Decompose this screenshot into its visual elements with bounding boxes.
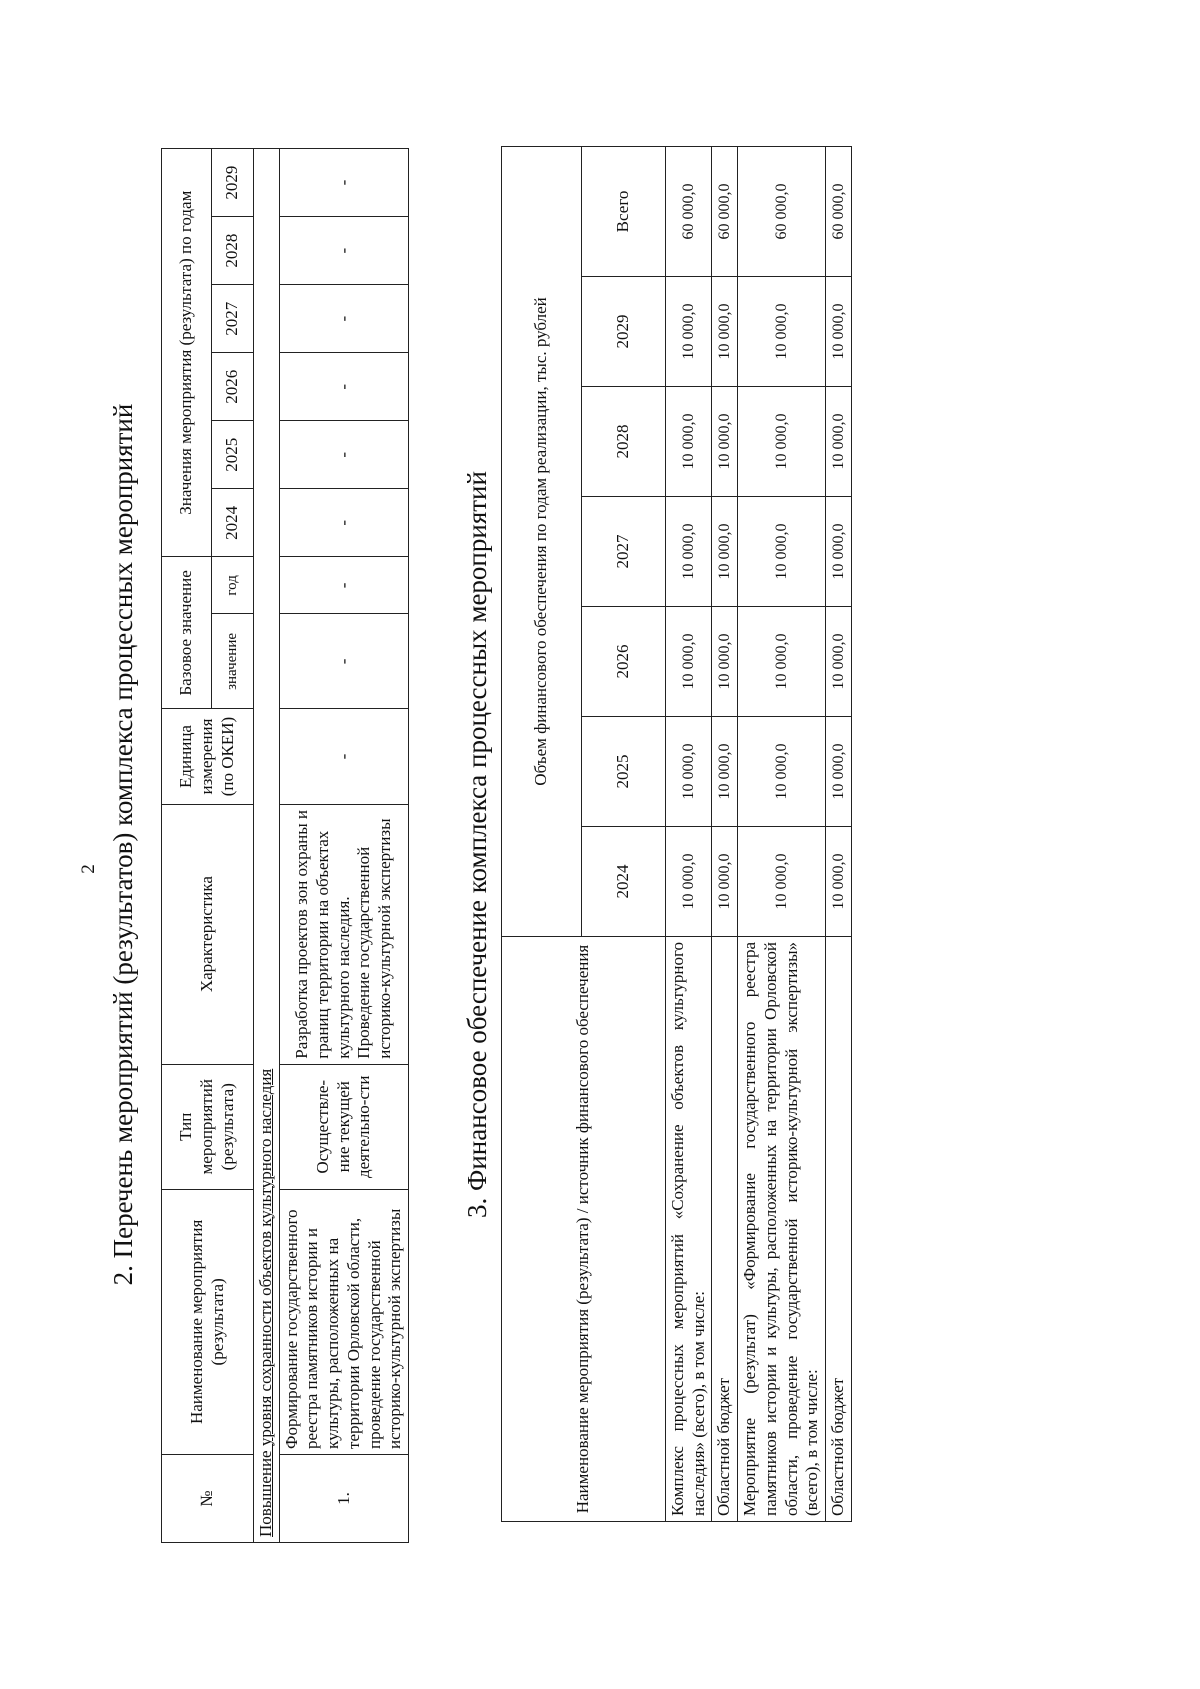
fin-value: 10 000,0 xyxy=(826,827,852,937)
fin-value: 10 000,0 xyxy=(666,497,712,607)
fin-row-name: Областной бюджет xyxy=(712,937,738,1522)
fin-value: 10 000,0 xyxy=(666,387,712,497)
fin-value: 10 000,0 xyxy=(666,717,712,827)
row-value: - xyxy=(279,489,408,557)
fin-value: 60 000,0 xyxy=(826,146,852,276)
row-num: 1. xyxy=(279,1454,408,1542)
fin-value: 10 000,0 xyxy=(712,827,738,937)
row-value: - xyxy=(279,285,408,353)
fin-value: 10 000,0 xyxy=(826,717,852,827)
header-fin-total: Всего xyxy=(582,146,666,276)
fin-value: 10 000,0 xyxy=(712,277,738,387)
fin-value: 10 000,0 xyxy=(712,497,738,607)
fin-value: 60 000,0 xyxy=(738,146,826,276)
header-name: Наименование мероприятия (результата) xyxy=(162,1189,254,1454)
fin-value: 10 000,0 xyxy=(738,387,826,497)
header-fin-year: 2027 xyxy=(582,497,666,607)
row-value: - xyxy=(279,217,408,285)
fin-value: 10 000,0 xyxy=(826,387,852,497)
header-fin-year: 2029 xyxy=(582,277,666,387)
fin-row-name: Комплекс процессных мероприятий «Сохранение объектов культурного наследия» (всего), в том числе: xyxy=(666,937,712,1522)
header-type: Тип мероприятий (результата) xyxy=(162,1064,254,1189)
row-type: Осуществле-ние текущей деятельно-сти xyxy=(279,1064,408,1189)
row-name: Формирование государственного реестра памятников истории и культуры, расположенных на территории Орловской области, проведение государственной историко-культурной экспертизы xyxy=(279,1189,408,1454)
fin-value: 10 000,0 xyxy=(826,497,852,607)
header-characteristic: Характеристика xyxy=(162,804,254,1064)
fin-value: 10 000,0 xyxy=(666,607,712,717)
fin-value: 10 000,0 xyxy=(826,277,852,387)
header-base-value: значение xyxy=(212,614,254,709)
row-value: - xyxy=(279,421,408,489)
row-value: - xyxy=(279,353,408,421)
header-year: 2028 xyxy=(212,217,254,285)
header-year: 2024 xyxy=(212,489,254,557)
header-fin-year: 2026 xyxy=(582,607,666,717)
header-unit: Единица измерения (по ОКЕИ) xyxy=(162,709,254,804)
row-characteristic: Разработка проектов зон охраны и границ территории на объектах культурного наследия. Проведение государственной историко-культурной экспертизы xyxy=(279,804,408,1064)
header-fin-name: Наименование мероприятия (результата) / источник финансового обеспечения xyxy=(502,937,666,1522)
header-year: 2025 xyxy=(212,421,254,489)
fin-value: 10 000,0 xyxy=(738,497,826,607)
header-fin-year: 2028 xyxy=(582,387,666,497)
section-3-title: 3. Финансовое обеспечение комплекса процессных мероприятий xyxy=(462,471,492,1218)
header-fin-year: 2024 xyxy=(582,827,666,937)
page-number: 2 xyxy=(78,864,99,874)
fin-value: 10 000,0 xyxy=(712,717,738,827)
financing-table xyxy=(501,146,852,1522)
row-value: - xyxy=(279,149,408,217)
header-base-year: год xyxy=(212,557,254,614)
fin-row-name: Мероприятие (результат) «Формирование государственного реестра памятников истории и культуры, расположенных на территории Орловской области, проведение государственной историко-культурной экспертизы» (всего), в том числе: xyxy=(738,937,826,1522)
header-base: Базовое значение xyxy=(162,557,212,709)
fin-value: 10 000,0 xyxy=(738,607,826,717)
events-list-table xyxy=(161,148,409,1543)
fin-value: 10 000,0 xyxy=(666,277,712,387)
header-year: 2026 xyxy=(212,353,254,421)
header-year: 2027 xyxy=(212,285,254,353)
fin-value: 10 000,0 xyxy=(666,827,712,937)
fin-value: 10 000,0 xyxy=(712,607,738,717)
group-label-row xyxy=(254,149,280,1543)
row-base-year: - xyxy=(279,557,408,614)
fin-value: 60 000,0 xyxy=(712,146,738,276)
header-num: № xyxy=(162,1454,254,1542)
fin-row-name: Областной бюджет xyxy=(826,937,852,1522)
row-base-value: - xyxy=(279,614,408,709)
section-2-title: 2. Перечень мероприятий (результатов) комплекса процессных мероприятий xyxy=(108,403,138,1286)
header-fin-year: 2025 xyxy=(582,717,666,827)
fin-value: 10 000,0 xyxy=(712,387,738,497)
header-year: 2029 xyxy=(212,149,254,217)
header-values-by-year: Значения мероприятия (результата) по годам xyxy=(162,149,212,557)
fin-value: 60 000,0 xyxy=(666,146,712,276)
group-label: Повышение уровня сохранности объектов культурного наследия xyxy=(256,1068,275,1537)
fin-value: 10 000,0 xyxy=(738,717,826,827)
fin-value: 10 000,0 xyxy=(738,277,826,387)
header-fin-volume: Объем финансового обеспечения по годам реализации, тыс. рублей xyxy=(502,146,582,936)
row-unit: - xyxy=(279,709,408,804)
fin-value: 10 000,0 xyxy=(826,607,852,717)
fin-value: 10 000,0 xyxy=(738,827,826,937)
